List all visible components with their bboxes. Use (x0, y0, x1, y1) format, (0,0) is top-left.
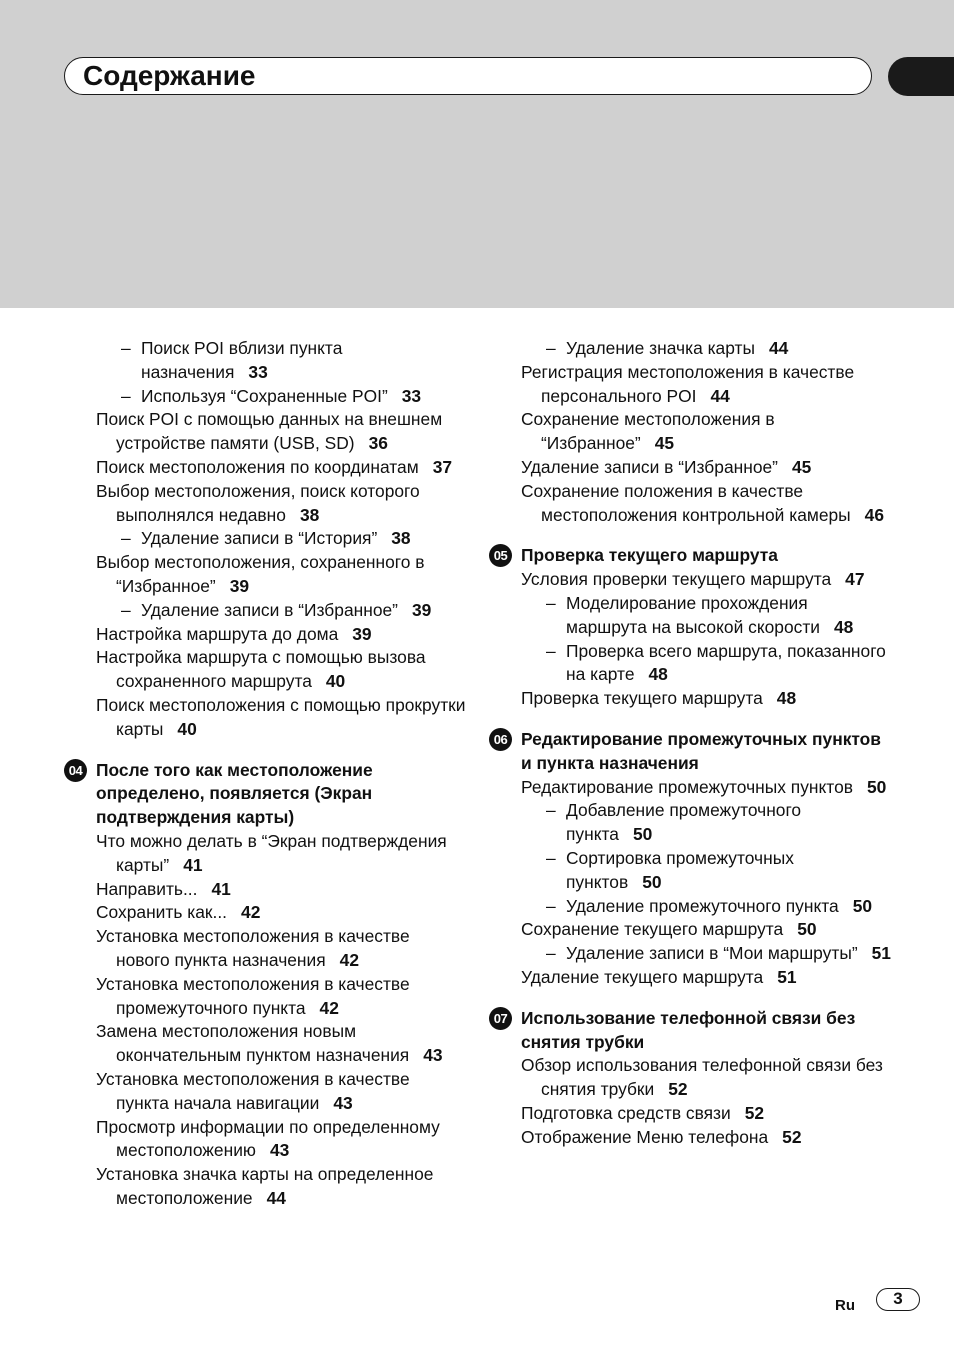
page-ref: 52 (782, 1126, 802, 1147)
toc-entry[interactable] (96, 551, 466, 599)
entry-text: Выбор местоположения, поиск которого выполнялся недавно (96, 480, 420, 525)
entry-text: Что можно делать в “Экран подтверждения карты” (96, 830, 447, 875)
entry-text: Сохранить как... (96, 902, 228, 923)
toc-entry[interactable] (521, 456, 891, 480)
page-number: 3 (876, 1288, 920, 1311)
dash-marker: – (121, 385, 131, 406)
page-ref: 48 (834, 616, 854, 637)
page-ref: 50 (866, 776, 887, 797)
entry-text: Сохранение положения в качестве местоположения контрольной камеры (521, 480, 851, 525)
toc-entry[interactable] (521, 480, 891, 528)
dash-marker: – (121, 338, 131, 358)
page-ref: 38 (391, 528, 411, 549)
page-ref: 45 (791, 456, 812, 477)
entry-text: Добавление промежуточного пункта (566, 800, 802, 845)
dash-marker: – (121, 528, 131, 549)
entry-text: Регистрация местоположения в качестве персонального POI (521, 361, 855, 406)
toc-subentry[interactable] (521, 640, 891, 688)
toc-entry[interactable] (96, 925, 466, 973)
page-ref: 33 (248, 361, 268, 382)
page-ref: 42 (241, 902, 261, 923)
chapter-title: Использование телефонной связи без снятия трубки (521, 1007, 856, 1052)
entry-text: Условия проверки текущего маршрута (521, 569, 832, 590)
entry-text: Удаление значка карты (566, 338, 755, 358)
chapter-number-badge: 07 (489, 1007, 512, 1030)
page-ref: 36 (368, 433, 388, 454)
page-ref: 51 (871, 943, 891, 964)
chapter-number-badge: 04 (64, 759, 87, 782)
page-ref: 44 (710, 385, 730, 406)
chapter-heading[interactable] (493, 1007, 891, 1055)
toc-subentry[interactable] (521, 895, 891, 919)
toc-entry[interactable] (521, 408, 891, 456)
toc-entry[interactable] (521, 776, 891, 800)
toc-entry[interactable] (521, 687, 891, 711)
page-ref: 42 (339, 949, 360, 970)
page-ref: 50 (632, 824, 653, 845)
entry-text: Удаление записи в “Мои маршруты” (566, 943, 858, 964)
entry-text: Удаление промежуточного пункта (566, 895, 839, 916)
dash-marker: – (546, 592, 556, 613)
page-ref: 46 (864, 504, 885, 525)
page-ref: 41 (183, 854, 203, 875)
section-tab (888, 57, 954, 96)
entry-text: Установка местоположения в качестве нового пункта назначения (96, 926, 410, 970)
page-ref: 45 (654, 433, 675, 454)
toc-entry[interactable] (521, 966, 891, 990)
entry-text: Сортировка промежуточных пунктов (566, 847, 794, 892)
entry-text: Установка значка карты на определенное местоположение (96, 1164, 434, 1208)
toc-entry[interactable] (521, 568, 891, 592)
toc-entry[interactable] (96, 1116, 466, 1164)
toc-subentry[interactable] (521, 592, 891, 640)
page-ref: 50 (852, 895, 873, 916)
dash-marker: – (546, 800, 556, 821)
entry-text: Сохранение местоположения в “Избранное” (521, 409, 775, 454)
header-band (0, 0, 954, 308)
entry-text: Просмотр информации по определенному местоположению (96, 1116, 440, 1161)
chapter-title: Редактирование промежуточных пунктов и пункта назначения (521, 728, 881, 773)
toc-subentry[interactable] (96, 599, 466, 623)
page-ref: 42 (319, 997, 339, 1018)
page-ref: 52 (668, 1079, 688, 1100)
dash-marker: – (546, 338, 556, 358)
entry-text: Настройка маршрута с помощью вызова сохраненного маршрута (96, 647, 426, 692)
toc-entry[interactable] (96, 973, 466, 1021)
entry-text: Настройка маршрута до дома (96, 623, 339, 644)
entry-text: Сохранение текущего маршрута (521, 919, 784, 940)
entry-text: Используя “Сохраненные POI” (141, 385, 388, 406)
page-ref: 39 (411, 599, 432, 620)
chapter-heading[interactable] (68, 759, 466, 830)
chapter-heading[interactable] (493, 544, 891, 568)
toc-entry[interactable] (96, 623, 466, 647)
page-ref: 41 (211, 878, 231, 899)
entry-text: Обзор использования телефонной связи без снятия трубки (521, 1055, 883, 1100)
page-ref: 43 (333, 1092, 353, 1113)
entry-text: Поиск местоположения по координатам (96, 456, 419, 477)
toc-entry[interactable] (96, 901, 466, 925)
toc-subentry[interactable] (521, 799, 891, 847)
entry-text: Проверка текущего маршрута (521, 688, 763, 709)
chapter-title: Проверка текущего маршрута (521, 545, 778, 566)
title-box (64, 57, 872, 95)
toc-entry[interactable] (521, 1054, 891, 1102)
entry-text: Редактирование промежуточных пунктов (521, 776, 853, 797)
toc-subentry[interactable] (521, 337, 891, 361)
toc-entry[interactable] (96, 1163, 466, 1211)
toc-entry[interactable] (96, 646, 466, 694)
page-ref: 51 (777, 966, 797, 987)
toc-entry[interactable] (521, 1102, 891, 1126)
page-ref: 39 (229, 575, 250, 596)
entry-text: Направить... (96, 878, 198, 899)
toc-subentry[interactable] (521, 942, 891, 966)
page-ref: 44 (266, 1187, 286, 1208)
page-ref: 39 (352, 623, 372, 644)
page-ref: 47 (845, 569, 865, 590)
page-ref: 38 (299, 504, 320, 525)
toc-entry[interactable] (96, 878, 466, 902)
toc-subentry[interactable] (521, 847, 891, 895)
toc-entry[interactable] (521, 361, 891, 409)
entry-text: Удаление текущего маршрута (521, 966, 764, 987)
toc-entry[interactable] (96, 480, 466, 528)
dash-marker: – (546, 943, 556, 964)
entry-text: Моделирование прохождения маршрута на высокой скорости (566, 592, 821, 637)
entry-text: Выбор местоположения, сохраненного в “Избранное” (96, 552, 425, 596)
dash-marker: – (121, 599, 131, 620)
page-ref: 43 (423, 1045, 443, 1066)
entry-text: Поиск POI с помощью данных на внешнем устройстве памяти (USB, SD) (96, 409, 443, 454)
toc-entry[interactable] (521, 1126, 891, 1150)
toc-subentry[interactable] (96, 527, 466, 551)
page-ref: 50 (642, 871, 662, 892)
toc-entry[interactable] (96, 456, 466, 480)
entry-text: Поиск местоположения с помощью прокрутки карты (96, 694, 466, 739)
chapter-number-badge: 05 (489, 544, 512, 567)
page-ref: 48 (776, 688, 797, 709)
toc-entry[interactable] (96, 1068, 466, 1116)
entry-text: Установка местоположения в качестве пункта начала навигации (96, 1068, 410, 1113)
toc-subentry[interactable] (96, 385, 466, 409)
toc-column-right (493, 337, 891, 1150)
page-ref: 44 (769, 338, 789, 358)
entry-text: Удаление записи в “Избранное” (141, 599, 398, 620)
entry-text: Подготовка средств связи (521, 1102, 731, 1123)
entry-text: Установка местоположения в качестве промежуточного пункта (96, 973, 410, 1018)
page-ref: 40 (177, 718, 197, 739)
toc-subentry[interactable] (96, 337, 466, 385)
entry-text: Отображение Меню телефона (521, 1126, 769, 1147)
entry-text: Удаление записи в “История” (141, 528, 378, 549)
chapter-title: После того как местоположение определено, появляется (Экран подтверждения карты) (96, 759, 373, 828)
entry-text: Поиск POI вблизи пункта назначения (141, 338, 343, 382)
toc-entry[interactable] (521, 918, 891, 942)
chapter-heading[interactable] (493, 728, 891, 776)
entry-text: Проверка всего маршрута, показанного на карте (566, 640, 886, 685)
entry-text: Замена местоположения новым окончательным пунктом назначения (96, 1021, 410, 1066)
toc-entry[interactable] (96, 408, 466, 456)
page-ref: 52 (744, 1102, 765, 1123)
chapter-number-badge: 06 (489, 728, 512, 751)
dash-marker: – (546, 847, 556, 868)
entry-text: Удаление записи в “Избранное” (521, 456, 778, 477)
page-ref: 40 (325, 671, 346, 692)
toc-entry[interactable] (96, 830, 466, 878)
page-ref: 48 (648, 664, 668, 685)
toc-column-left (68, 337, 466, 1211)
toc-entry[interactable] (96, 1020, 466, 1068)
toc-entry[interactable] (96, 694, 466, 742)
page-title: Содержание (83, 60, 256, 91)
page-ref: 37 (432, 456, 453, 477)
dash-marker: – (546, 895, 556, 916)
page-ref: 50 (797, 919, 817, 940)
page-ref: 43 (269, 1140, 290, 1161)
page-ref: 33 (401, 385, 422, 406)
language-label: Ru (835, 1297, 855, 1314)
dash-marker: – (546, 640, 556, 661)
